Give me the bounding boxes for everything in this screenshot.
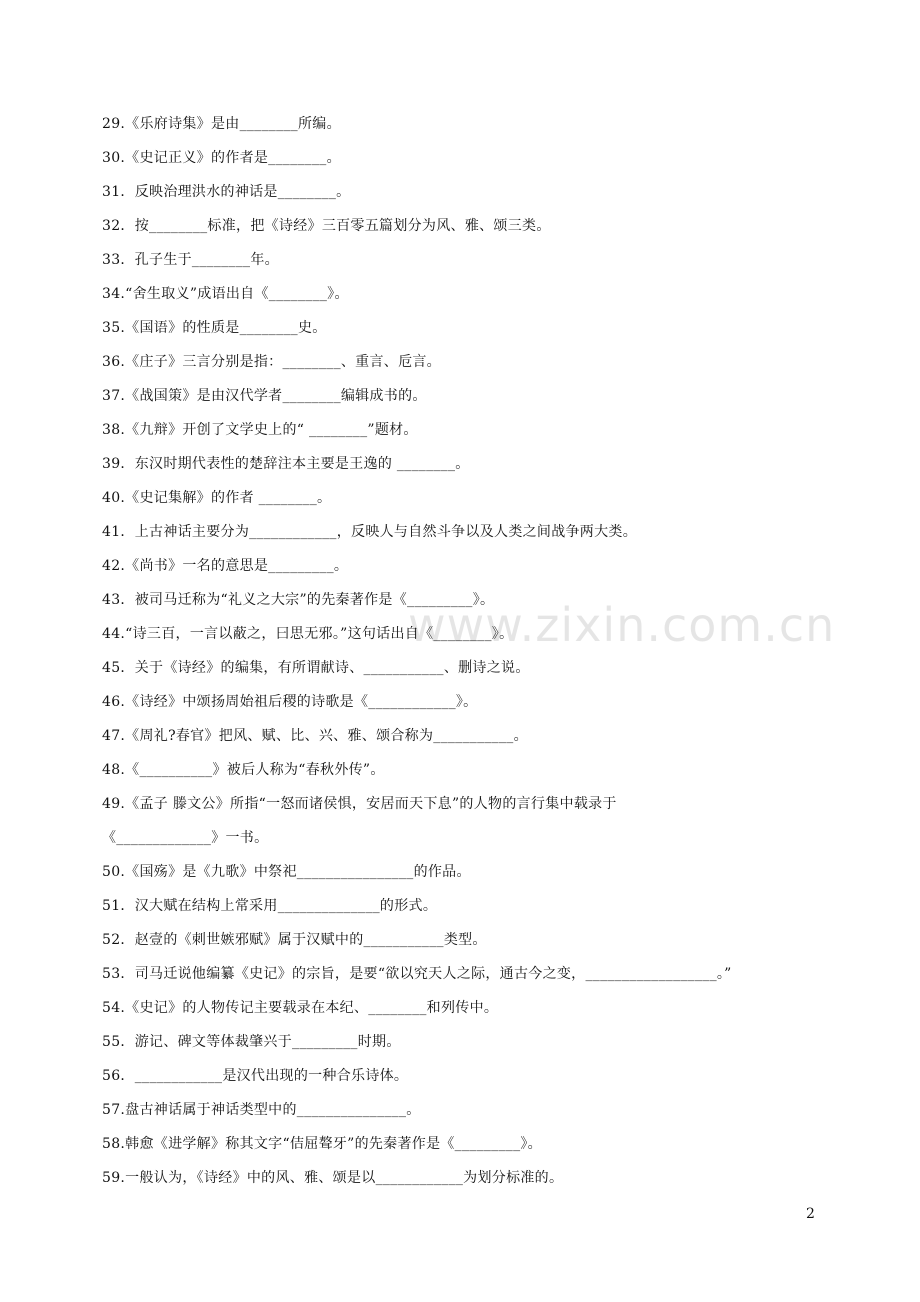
question-list bbox=[102, 112, 902, 1200]
question-line: 50.《国殇》是《九歌》中祭祀________________的作品。 bbox=[102, 864, 471, 880]
question-line: 42.《尚书》一名的意思是_________。 bbox=[102, 558, 349, 574]
question-line: 51．汉大赋在结构上常采用______________的形式。 bbox=[102, 898, 438, 914]
question-line-continuation: 《_____________》一书。 bbox=[102, 830, 269, 846]
question-line: 52．赵壹的《刺世嫉邪赋》属于汉赋中的___________类型。 bbox=[102, 932, 487, 948]
question-line: 37.《战国策》是由汉代学者________编辑成书的。 bbox=[102, 388, 427, 404]
page-number: 2 bbox=[806, 1206, 815, 1222]
question-line: 49.《孟子 滕文公》所指“一怒而诸侯惧，安居而天下息”的人物的言行集中载录于 bbox=[102, 796, 617, 812]
question-line: 44.“诗三百，一言以蔽之，曰思无邪。”这句话出自《________》。 bbox=[102, 626, 514, 642]
question-line: 43．被司马迁称为“礼义之大宗”的先秦著作是《_________》。 bbox=[102, 592, 495, 608]
question-line: 46.《诗经》中颂扬周始祖后稷的诗歌是《____________》。 bbox=[102, 694, 478, 710]
question-line: 39．东汉时期代表性的楚辞注本主要是王逸的 ________。 bbox=[102, 456, 470, 472]
watermark: www.zixin.com.cn bbox=[408, 598, 836, 652]
question-line: 38.《九辩》开创了文学史上的“ ________”题材。 bbox=[102, 422, 418, 438]
question-line: 41．上古神话主要分为____________，反映人与自然斗争以及人类之间战争两大类。 bbox=[102, 524, 638, 540]
question-line: 54.《史记》的人物传记主要载录在本纪、________和列传中。 bbox=[102, 1000, 499, 1016]
question-line: 47.《周礼?春官》把风、赋、比、兴、雅、颂合称为___________。 bbox=[102, 728, 528, 744]
question-line: 57.盘古神话属于神话类型中的_______________。 bbox=[102, 1102, 421, 1118]
question-line: 34.“舍生取义”成语出自《________》。 bbox=[102, 286, 349, 302]
question-line: 55．游记、碑文等体裁肇兴于_________时期。 bbox=[102, 1034, 401, 1050]
question-line: 35.《国语》的性质是________史。 bbox=[102, 320, 327, 336]
question-line: 31．反映治理洪水的神话是________。 bbox=[102, 184, 351, 200]
question-line: 56．____________是汉代出现的一种合乐诗体。 bbox=[102, 1068, 409, 1084]
question-line: 58.韩愈《进学解》称其文字“佶屈聱牙”的先秦著作是《_________》。 bbox=[102, 1136, 542, 1152]
question-line: 33．孔子生于________年。 bbox=[102, 252, 279, 268]
question-line: 53．司马迁说他编纂《史记》的宗旨，是要“欲以究天人之际，通古今之变，__________________。” bbox=[102, 966, 732, 982]
question-line: 40.《史记集解》的作者 ________。 bbox=[102, 490, 332, 506]
question-line: 32．按________标准，把《诗经》三百零五篇划分为风、雅、颂三类。 bbox=[102, 218, 551, 234]
question-line: 36.《庄子》三言分别是指：________、重言、卮言。 bbox=[102, 354, 441, 370]
question-line: 48.《__________》被后人称为“春秋外传”。 bbox=[102, 762, 385, 778]
question-line: 29.《乐府诗集》是由________所编。 bbox=[102, 116, 341, 132]
question-line: 30.《史记正义》的作者是________。 bbox=[102, 150, 341, 166]
question-line: 59.一般认为，《诗经》中的风、雅、颂是以____________为划分标准的。 bbox=[102, 1170, 564, 1186]
question-line: 45．关于《诗经》的编集，有所谓献诗、___________、删诗之说。 bbox=[102, 660, 530, 676]
